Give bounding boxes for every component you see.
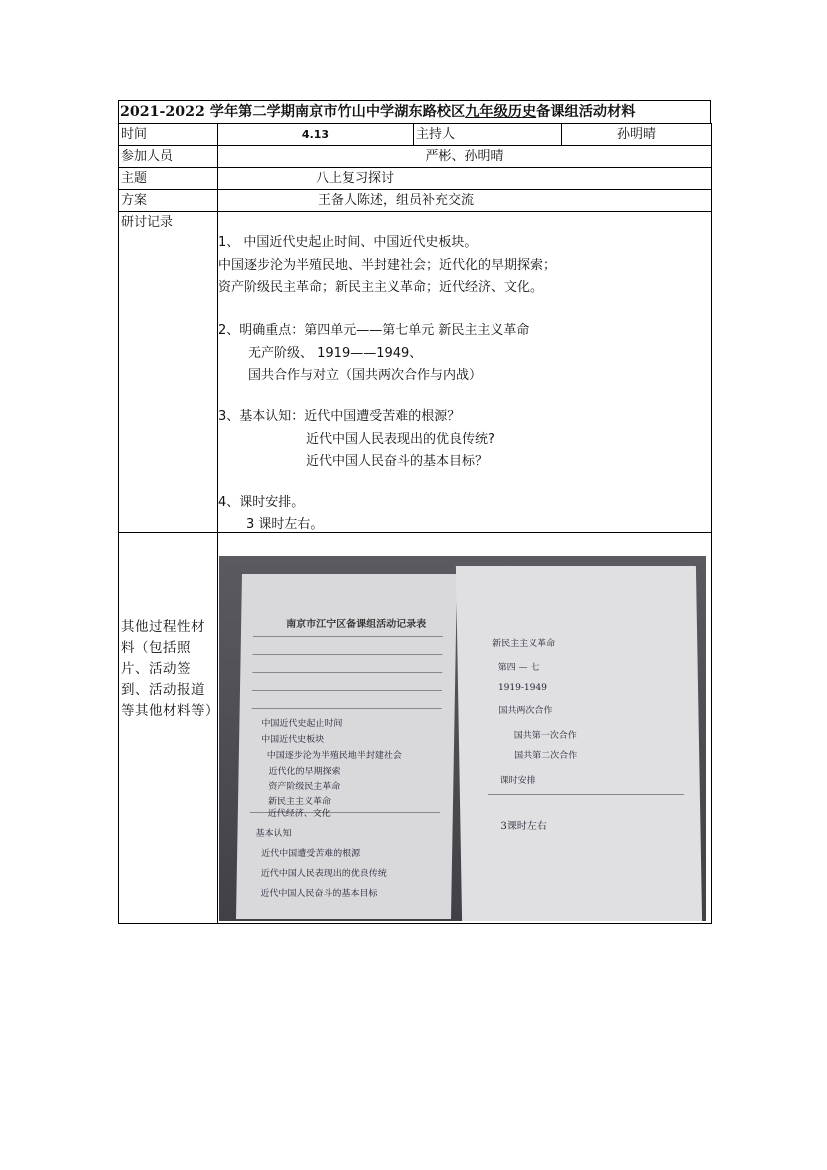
discussion-line: 资产阶级民主革命；新民主主义革命；近代经济、文化。 <box>218 280 544 295</box>
photo-handwriting: 国共第一次合作 <box>513 731 577 741</box>
photo-handwriting: 1919-1949 <box>497 683 547 693</box>
other-label-cell <box>119 533 218 924</box>
photo-handwriting: 近代化的早期探索 <box>268 767 341 777</box>
discussion-line: 无产阶级、 1919——1949、 <box>248 346 423 361</box>
title-prefix: 2021-2022 学年第二学期南京市竹山中学湖东路校区 <box>120 104 466 120</box>
discussion-line: 1、 中国近代史起止时间、中国近代史板块。 <box>218 235 478 250</box>
host-value: 孙明晴 <box>562 124 712 146</box>
row-time <box>119 124 712 146</box>
photo-right-page <box>456 566 702 921</box>
photo-handwriting: 近代中国人民表现出的优良传统 <box>260 869 387 879</box>
plan-label: 方案 <box>119 190 218 212</box>
host-label: 主持人 <box>414 124 562 146</box>
discussion-line: 近代中国人民表现出的优良传统? <box>306 432 495 447</box>
row-topic <box>119 168 712 190</box>
photo-handwriting: 中国近代史板块 <box>261 735 325 745</box>
photo-cell <box>218 533 712 924</box>
photo-handwriting: 近代中国遭受苦难的根源 <box>261 849 361 859</box>
photo-handwriting: 新民主主义革命 <box>492 639 556 649</box>
photo-handwriting: 中国近代史起止时间 <box>261 719 343 729</box>
photo-left-page <box>236 574 457 919</box>
record-table <box>118 123 712 924</box>
time-label: 时间 <box>119 124 218 146</box>
discussion-line: 3、基本认知：近代中国遭受苦难的根源？ <box>218 409 461 424</box>
document-title <box>118 100 711 123</box>
activity-record-sheet <box>118 100 711 924</box>
discussion-line: 国共合作与对立（国共两次合作与内战） <box>248 368 483 383</box>
discussion-line: 4、课时安排。 <box>218 495 305 510</box>
photo-handwriting: 3课时左右 <box>500 821 547 832</box>
photo-form-title: 南京市江宁区备课组活动记录表 <box>286 619 427 630</box>
participants-label: 参加人员 <box>119 146 218 168</box>
discussion-line: 2、明确重点：第四单元——第七单元 新民主主义革命 <box>218 323 530 338</box>
row-discussion <box>119 212 712 533</box>
topic-label: 主题 <box>119 168 218 190</box>
discussion-cell <box>218 212 712 533</box>
discussion-label: 研讨记录 <box>119 212 218 533</box>
photo-handwriting: 资产阶级民主革命 <box>268 782 341 792</box>
discussion-line: 中国逐步沦为半殖民地、半封建社会；近代化的早期探索； <box>218 258 557 273</box>
discussion-line: 近代中国人民奋斗的基本目标？ <box>306 454 489 469</box>
row-other <box>119 533 712 924</box>
photo-handwriting: 课时安排 <box>499 776 536 786</box>
photo-handwriting: 第四 — 七 <box>497 663 540 673</box>
photo-handwriting: 基本认知 <box>255 829 292 839</box>
photo-handwriting: 新民主主义革命 <box>267 797 332 807</box>
row-plan <box>119 190 712 212</box>
photo-handwriting: 国共两次合作 <box>498 706 553 716</box>
photo-handwriting: 近代经济、文化 <box>267 809 331 819</box>
photo-handwriting: 国共第二次合作 <box>514 751 578 761</box>
photo-handwriting: 近代中国人民奋斗的基本目标 <box>260 889 378 899</box>
row-participants <box>119 146 712 168</box>
title-suffix: 备课组活动材料 <box>536 104 636 120</box>
discussion-line: 3 课时左右。 <box>246 517 324 532</box>
time-value: 4.13 <box>218 124 414 146</box>
plan-value: 王备人陈述，组员补充交流 <box>218 190 712 212</box>
activity-photo <box>219 556 706 921</box>
photo-handwriting: 中国逐步沦为半殖民地半封建社会 <box>266 751 402 761</box>
participants-value: 严彬、孙明晴 <box>218 146 712 168</box>
title-subject: 九年级历史 <box>465 104 537 120</box>
topic-value: 八上复习探讨 <box>218 168 712 190</box>
other-label: 其他过程性材料（包括照片、活动签到、活动报道等其他材料等） <box>121 619 219 719</box>
